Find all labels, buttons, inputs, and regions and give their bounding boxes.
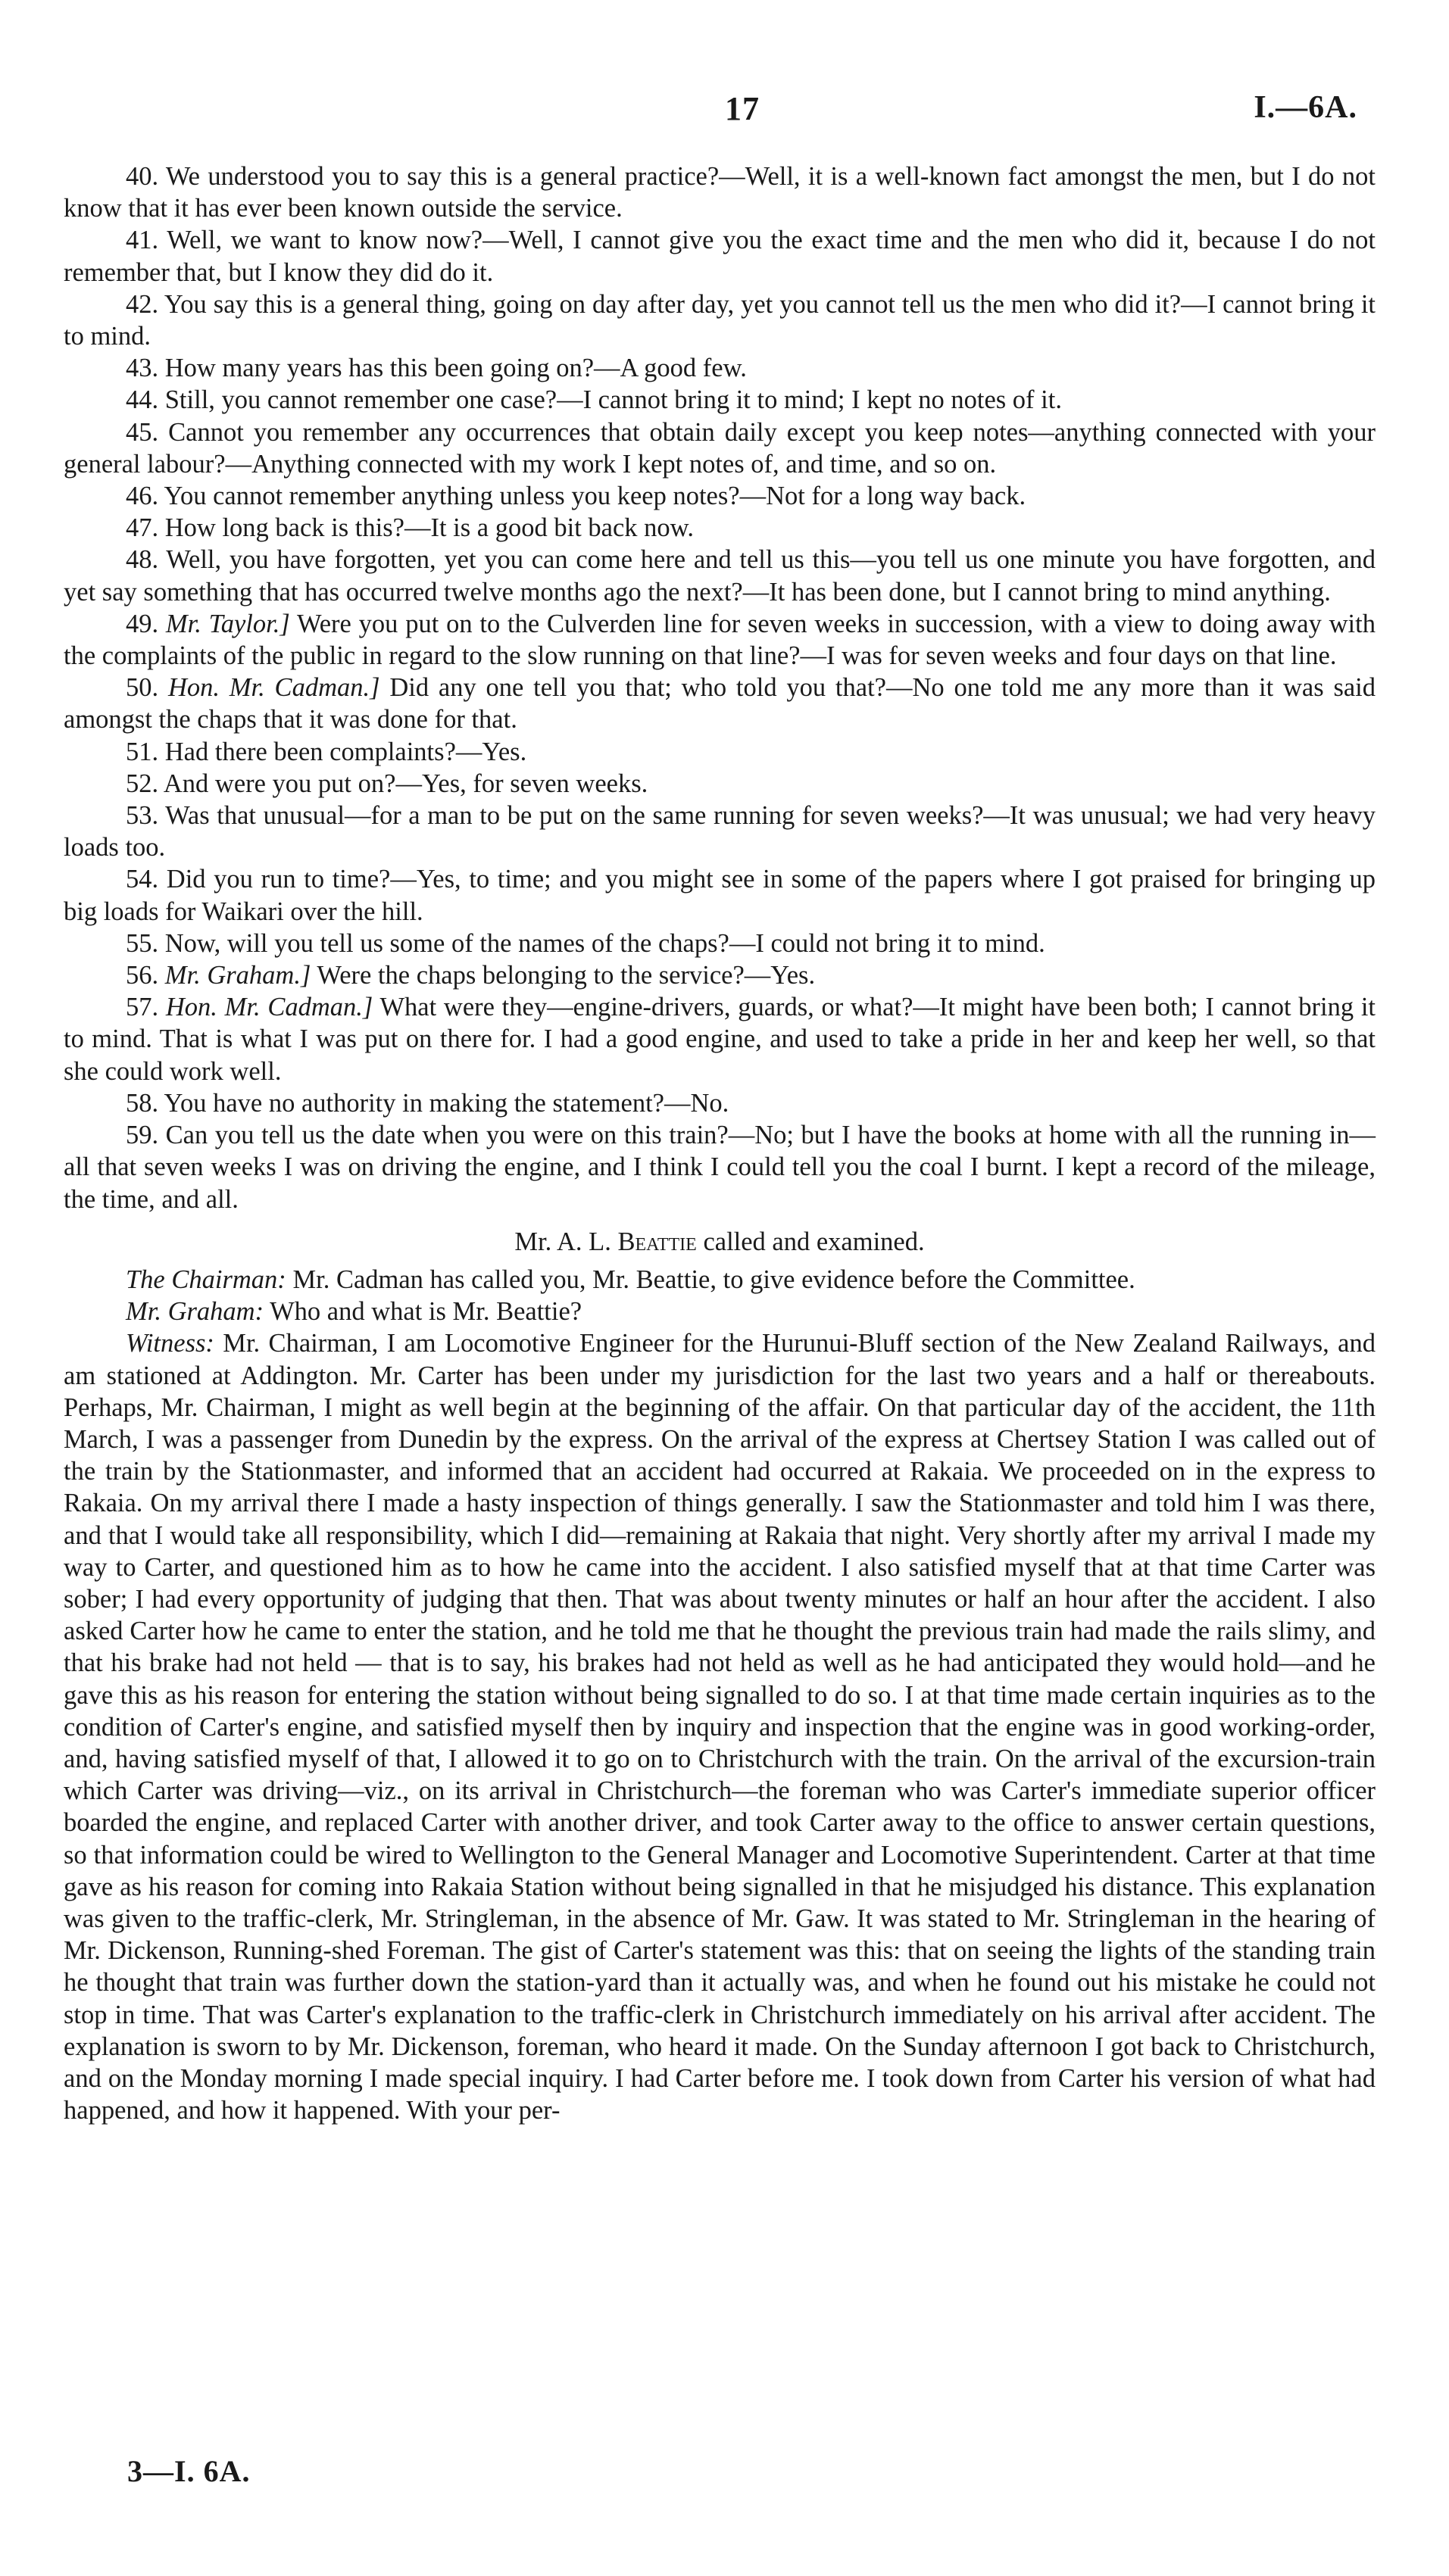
question-text: You say this is a general thing, going on day after day, yet you cannot tell us the men who did it?—I cannot bring it to mind. xyxy=(64,289,1376,351)
question-number: 49. xyxy=(126,609,159,638)
question-number: 55. xyxy=(126,928,159,958)
question-text: Did any one tell you that; who told you that?—No one told me any more than it was said amongst the chaps that it was done for that. xyxy=(64,673,1376,734)
question-text: How long back is this?—It is a good bit back now. xyxy=(164,513,694,543)
page-number: 17 xyxy=(725,90,760,127)
document-reference: I.—6A. xyxy=(1254,90,1357,125)
question-number: 56. xyxy=(126,961,159,990)
question-speaker: Mr. Taylor.] xyxy=(165,609,290,638)
question-55 xyxy=(64,928,1376,959)
question-50 xyxy=(64,672,1376,735)
question-text: Can you tell us the date when you were on this train?—No; but I have the books at home with all the running in—all that seven weeks I was on driving the engine, and I think I could tell you the coal I burnt. I kept a record of the mileage, the time, and all. xyxy=(64,1121,1376,1214)
question-51 xyxy=(64,736,1376,768)
statement-graham xyxy=(64,1296,1376,1327)
question-number: 47. xyxy=(126,513,159,543)
question-number: 42. xyxy=(126,289,159,319)
question-text: Well, you have forgotten, yet you can come here and tell us this—you tell us one minute you have forgotten, and yet say something that has occurred twelve months ago the next?—It has been done, but I cannot bring to mind anything. xyxy=(64,545,1376,607)
question-number: 40. xyxy=(126,162,159,191)
question-number: 52. xyxy=(126,769,159,798)
statement-text: Mr. Chairman, I am Locomotive Engineer for the Hurunui-Bluff section of the New Zealand Railways, and am stationed at Addington. Mr. Carter has been under my jurisdiction for the last two years and a half or thereabouts. Perhaps, Mr. Chairman, I might as well begin at the beginning of the affair. On that particular day of the accident, the 11th March, I was a passenger from Dunedin by the express. On the arrival of the express at Chertsey Station I was called out of the train by the Stationmaster, and informed that an accident had occurred at Rakaia. We proceeded on in the express to Rakaia. On my arrival there I made a hasty inspection of things generally. I saw the Stationmaster and told him I was there, and that I would take all responsibility, which I did—remaining at Rakaia that night. Very shortly after my arrival I made my way to Carter, and questioned him as to how he came into the accident. I also satisfied myself that at that time Carter was sober; I had every opportunity of judging that then. That was about twenty minutes or half an hour after the accident. I also asked Carter how he came to enter the station, and he told me that he thought the previous train had made the rails slimy, and that his brake had not held — that is to say, his brakes had not held as well as he had anticipated they would hold—and he gave this as his reason for entering the station without being signalled to do so. I at that time made certain inquiries as to the condition of Carter's engine, and satisfied myself then by inquiry and inspection that the engine was in good working-order, and, having satisfied myself of that, I allowed it to go on to Christchurch with the train. On the arrival of the excursion-train which Carter was driving—viz., on its arrival in Christchurch—the foreman who was Carter's immediate superior officer boarded the engine, and replaced Carter with another driver, and took Carter away to the office to answer certain questions, so that information could be wired to Wellington to the General Manager and Locomotive Superintendent. Carter at that time gave as his reason for coming into Rakaia Station without being signalled in that he misjudged his distance. This explanation was given to the traffic-clerk, Mr. Stringleman, in the absence of Mr. Gaw. It was stated to Mr. Stringleman in the hearing of Mr. Dickenson, Running-shed Foreman. The gist of Carter's statement was this: that on seeing the lights of the standing train he thought that train was further down the station-yard than it actually was, and when he found out his mistake he could not stop in time. That was Carter's explanation to the traffic-clerk in Christchurch immediately on his arrival after accident. The explanation is sworn to by Mr. Dickenson, foreman, who heard it made. On the Sunday afternoon I got back to Christchurch, and on the Monday morning I made special inquiry. I had Carter before me. I took down from Carter his version of what had happened, and how it happened. With your per- xyxy=(64,1329,1376,2125)
question-number: 43. xyxy=(126,354,159,383)
statement-chairman xyxy=(64,1264,1376,1296)
question-text: You cannot remember anything unless you keep notes?—Not for a long way back. xyxy=(164,482,1026,511)
question-48 xyxy=(64,544,1376,607)
question-text: Well, we want to know now?—Well, I cannot give you the exact time and the men who did it, because I do not remember that, but I know they did do it. xyxy=(64,226,1376,287)
question-46 xyxy=(64,480,1376,512)
question-44 xyxy=(64,384,1376,416)
question-text: We understood you to say this is a general practice?—Well, it is a well-known fact amongst the men, but I do not know that it has ever been known outside the service. xyxy=(64,162,1376,223)
question-text: What were they—engine-drivers, guards, or what?—It might have been both; I cannot bring it to mind. That is what I was put on there for. I had a good engine, and used to take a pride in her and keep her well, so that she could work well. xyxy=(64,993,1376,1086)
question-number: 54. xyxy=(126,865,159,894)
question-54 xyxy=(64,863,1376,927)
question-number: 50. xyxy=(126,673,159,703)
question-43 xyxy=(64,352,1376,384)
question-speaker: Hon. Mr. Cadman.] xyxy=(165,993,373,1022)
question-text: Cannot you remember any occurrences that obtain daily except you keep notes—anything connected with your general labour?—Anything connected with my work I kept notes of, and time, and so on. xyxy=(64,417,1376,479)
question-49 xyxy=(64,608,1376,672)
question-number: 58. xyxy=(126,1088,159,1118)
question-number: 46. xyxy=(126,482,159,511)
statement-text: Mr. Cadman has called you, Mr. Beattie, to give evidence before the Committee. xyxy=(292,1265,1135,1294)
question-47 xyxy=(64,512,1376,544)
question-text: How many years has this been going on?—A good few. xyxy=(164,354,747,383)
page-header xyxy=(124,89,1360,135)
question-speaker: Hon. Mr. Cadman.] xyxy=(167,673,380,703)
question-number: 48. xyxy=(126,545,159,575)
question-number: 45. xyxy=(126,417,159,447)
statement-speaker: Mr. Graham: xyxy=(126,1297,264,1327)
question-number: 44. xyxy=(126,385,159,415)
statement-text: Who and what is Mr. Beattie? xyxy=(270,1297,582,1327)
question-52 xyxy=(64,768,1376,800)
question-speaker: Mr. Graham.] xyxy=(164,961,311,990)
page-footer-signature: 3—I. 6A. xyxy=(127,2454,251,2488)
question-number: 41. xyxy=(126,226,159,255)
witness-prefix: Mr. A. L. xyxy=(514,1227,611,1256)
question-57 xyxy=(64,991,1376,1087)
question-number: 51. xyxy=(126,737,159,766)
question-text: Were you put on to the Culverden line for seven weeks in succession, with a view to doing away with the complaints of the public in regard to the slow running on that line?—I was for seven weeks and four days on that line. xyxy=(64,609,1376,671)
witness-suffix: called and examined. xyxy=(703,1227,925,1256)
question-text: Was that unusual—for a man to be put on the same running for seven weeks?—It was unusual; we had very heavy loads too. xyxy=(64,801,1376,862)
page-body xyxy=(64,161,1376,2126)
question-56 xyxy=(64,959,1376,991)
question-text: You have no authority in making the statement?—No. xyxy=(164,1088,729,1118)
statement-speaker: Witness: xyxy=(126,1329,214,1358)
question-text: Had there been complaints?—Yes. xyxy=(164,737,527,766)
question-text: Now, will you tell us some of the names of the chaps?—I could not bring it to mind. xyxy=(164,928,1045,958)
question-41 xyxy=(64,224,1376,288)
question-text: Did you run to time?—Yes, to time; and you might see in some of the papers where I got praised for bringing up big loads for Waikari over the hill. xyxy=(64,865,1376,926)
question-number: 53. xyxy=(126,801,159,831)
question-text: Were the chaps belonging to the service?—Yes. xyxy=(317,961,816,990)
question-40 xyxy=(64,161,1376,224)
witness-name: Beattie xyxy=(617,1227,697,1256)
statement-witness xyxy=(64,1327,1376,2126)
question-42 xyxy=(64,288,1376,352)
question-53 xyxy=(64,800,1376,863)
question-text: Still, you cannot remember one case?—I cannot bring it to mind; I kept no notes of it. xyxy=(164,385,1062,415)
question-58 xyxy=(64,1087,1376,1119)
question-text: And were you put on?—Yes, for seven weeks. xyxy=(163,769,648,798)
question-number: 59. xyxy=(126,1121,159,1150)
question-59 xyxy=(64,1119,1376,1215)
section-heading xyxy=(64,1226,1376,1258)
question-number: 57. xyxy=(126,993,159,1022)
statement-speaker: The Chairman: xyxy=(126,1265,286,1294)
question-45 xyxy=(64,416,1376,480)
